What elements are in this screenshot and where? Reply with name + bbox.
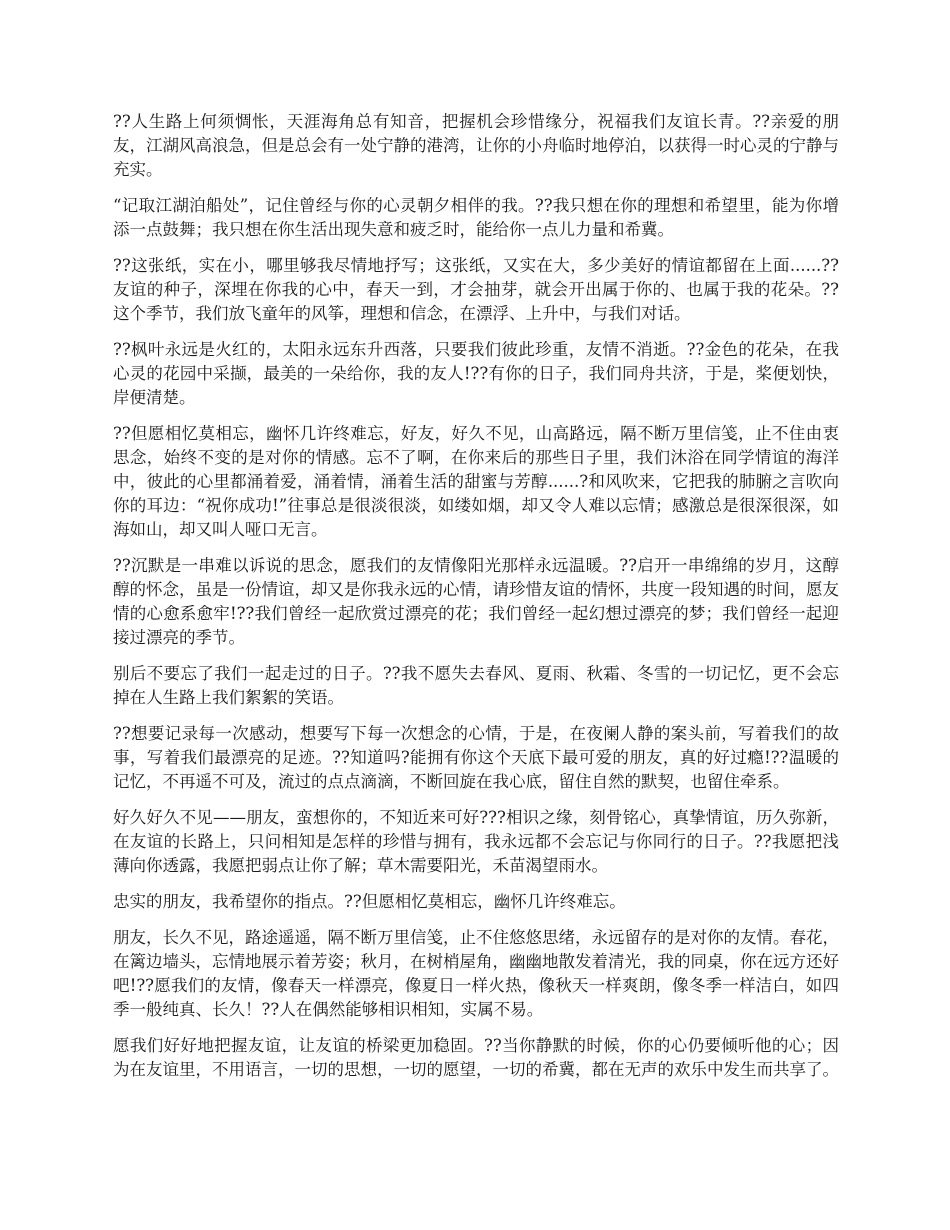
paragraph-10: 忠实的朋友，我希望你的指点。??但愿相忆莫相忘，幽怀几许终难忘。 xyxy=(113,892,626,911)
paragraph-11: 朋友，长久不见，路途遥遥，隔不断万里信笺，止不住悠悠思绪，永远留存的是对你的友情。春花，在篱边墙头，忘情地展示着芳姿；秋月，在树梢屋角，幽幽地散发着清光，我的同桌，你在远方还好吧!??愿我们的友情，像春天一样漂亮，像夏日一样火热，像秋天一样爽朗，像冬季一样洁白，如四季一般纯真、长久！??人在偶然能够相识相知，实属不易。 xyxy=(113,928,839,1019)
paragraph-8: ??想要记录每一次感动，想要写下每一次想念的心情，于是，在夜阑人静的案头前，写着我们的故事，写着我们最漂亮的足迹。??知道吗?能拥有你这个天底下最可爱的朋友，真的好过瘾!??温暖的记忆，不再遥不可及，流过的点点滴滴，不断回旋在我心底，留住自然的默契，也留住牵系。 xyxy=(113,724,839,791)
paragraph-9: 好久好久不见——朋友，蛮想你的，不知近来可好???相识之缘，刻骨铭心，真挚情谊，历久弥新，在友谊的长路上，只问相知是怎样的珍惜与拥有，我永远都不会忘记与你同行的日子。??我愿把浅薄向你透露，我愿把弱点让你了解；草木需要阳光，禾苗渴望雨水。 xyxy=(113,808,839,875)
paragraph-4: ??枫叶永远是火红的，太阳永远东升西落，只要我们彼此珍重，友情不消逝。??金色的花朵，在我心灵的花园中采撷，最美的一朵给你，我的友人!??有你的日子，我们同舟共济，于是，桨便划快，岸便清楚。 xyxy=(113,340,839,407)
paragraph-2: “记取江湖泊船处”，记住曾经与你的心灵朝夕相伴的我。??我只想在你的理想和希望里，能为你增添一点鼓舞；我只想在你生活出现失意和疲乏时，能给你一点儿力量和希冀。 xyxy=(113,196,839,239)
paragraph-7: 别后不要忘了我们一起走过的日子。??我不愿失去春风、夏雨、秋霜、冬雪的一切记忆，更不会忘掉在人生路上我们絮絮的笑语。 xyxy=(113,664,839,707)
paragraph-3: ??这张纸，实在小，哪里够我尽情地抒写；这张纸，又实在大，多少美好的情谊都留在上面......??友谊的种子，深埋在你我的心中，春天一到，才会抽芽，就会开出属于你的、也属于我的花朵。??这个季节，我们放飞童年的风筝，理想和信念，在漂浮、上升中，与我们对话。 xyxy=(113,256,839,323)
paragraph-6: ??沉默是一串难以诉说的思念，愿我们的友情像阳光那样永远温暖。??启开一串绵绵的岁月，这醇醇的怀念，虽是一份情谊，却又是你我永远的心情，请珍惜友谊的情怀，共度一段知遇的时间，愿友情的心愈系愈牢!??我们曾经一起欣赏过漂亮的花；我们曾经一起幻想过漂亮的梦；我们曾经一起迎接过漂亮的季节。 xyxy=(113,556,839,647)
paragraph-12: 愿我们好好地把握友谊，让友谊的桥梁更加稳固。??当你静默的时候，你的心仍要倾听他的心；因为在友谊里，不用语言，一切的思想，一切的愿望，一切的希冀，都在无声的欢乐中发生而共享了。 xyxy=(113,1036,839,1079)
paragraph-5: ??但愿相忆莫相忘，幽怀几许终难忘，好友，好久不见，山高路远，隔不断万里信笺，止不住由衷思念，始终不变的是对你的情感。忘不了啊，在你来后的那些日子里，我们沐浴在同学情谊的海洋中，彼此的心里都涌着爱，涌着情，涌着生活的甜蜜与芳醇......?和风吹来，它把我的肺腑之言吹向你的耳边：“祝你成功!”往事总是很淡很淡，如缕如烟，却又令人难以忘情；感激总是很深很深，如海如山，却又叫人哑口无言。 xyxy=(113,424,839,539)
document-body xyxy=(113,110,839,1094)
paragraph-1: ??人生路上何须惆怅，天涯海角总有知音，把握机会珍惜缘分，祝福我们友谊长青。??亲爱的朋友，江湖风高浪急，但是总会有一处宁静的港湾，让你的小舟临时地停泊，以获得一时心灵的宁静与充实。 xyxy=(113,112,839,179)
